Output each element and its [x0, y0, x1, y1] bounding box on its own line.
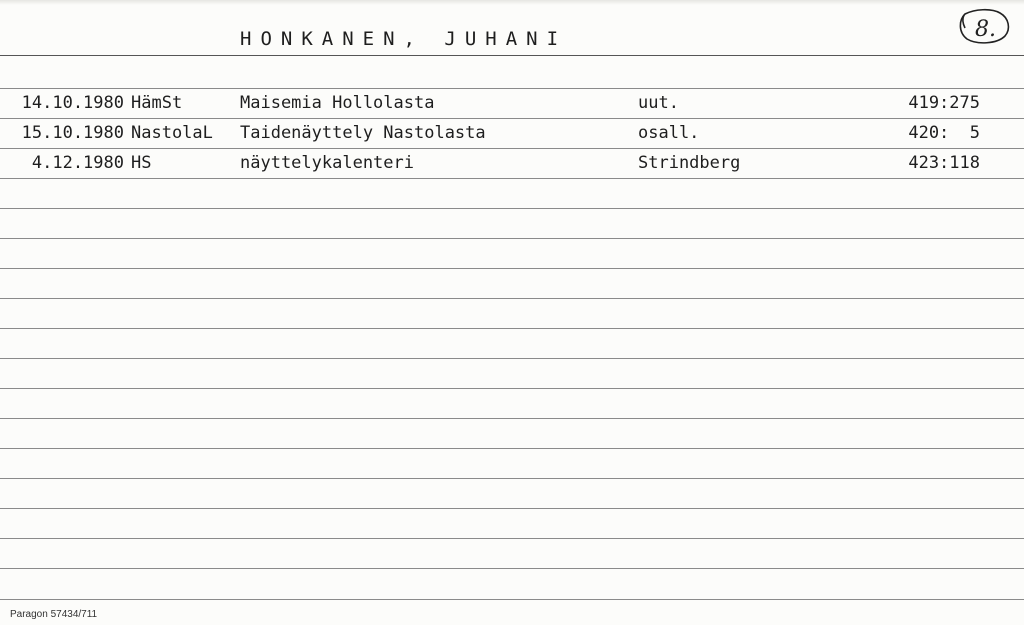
rule-line [0, 55, 1024, 56]
entry-source: HS [131, 153, 152, 173]
rule-line [0, 418, 1024, 419]
entry-title: näyttelykalenteri [240, 153, 414, 173]
entry-source: NastolaL [131, 123, 213, 143]
rule-line [0, 298, 1024, 299]
entry-source: HämSt [131, 93, 183, 113]
rule-line [0, 208, 1024, 209]
entry-reference: 419:275 [908, 93, 980, 113]
entry-date: 14.10.1980 [21, 93, 124, 113]
rule-line [0, 508, 1024, 509]
entry-date: 15.10.1980 [21, 123, 124, 143]
entry-date: 4.12.1980 [31, 153, 124, 173]
entry-reference: 423:118 [908, 153, 980, 173]
entry-row [0, 89, 1024, 117]
rule-line [0, 478, 1024, 479]
rule-line [0, 599, 1024, 600]
rule-line [0, 178, 1024, 179]
card-name-heading: HONKANEN, JUHANI [240, 28, 568, 50]
rule-line [0, 358, 1024, 359]
rule-line [0, 388, 1024, 389]
entry-row [0, 119, 1024, 147]
entry-type: uut. [638, 93, 679, 113]
rule-line [0, 568, 1024, 569]
card-top-edge [0, 0, 1024, 5]
rule-line [0, 328, 1024, 329]
entry-title: Taidenäyttely Nastolasta [240, 123, 486, 143]
handwritten-number-mark [955, 6, 1013, 46]
number-mark-text: 8. [975, 17, 996, 42]
entry-type: osall. [638, 123, 700, 143]
entry-title: Maisemia Hollolasta [240, 93, 435, 113]
printer-imprint: Paragon 57434/711 [10, 609, 98, 620]
rule-line [0, 238, 1024, 239]
entry-row [0, 149, 1024, 177]
rule-line [0, 268, 1024, 269]
rule-line [0, 538, 1024, 539]
entry-type: Strindberg [638, 153, 741, 173]
entry-reference: 420: 5 [908, 123, 980, 143]
rule-line [0, 448, 1024, 449]
